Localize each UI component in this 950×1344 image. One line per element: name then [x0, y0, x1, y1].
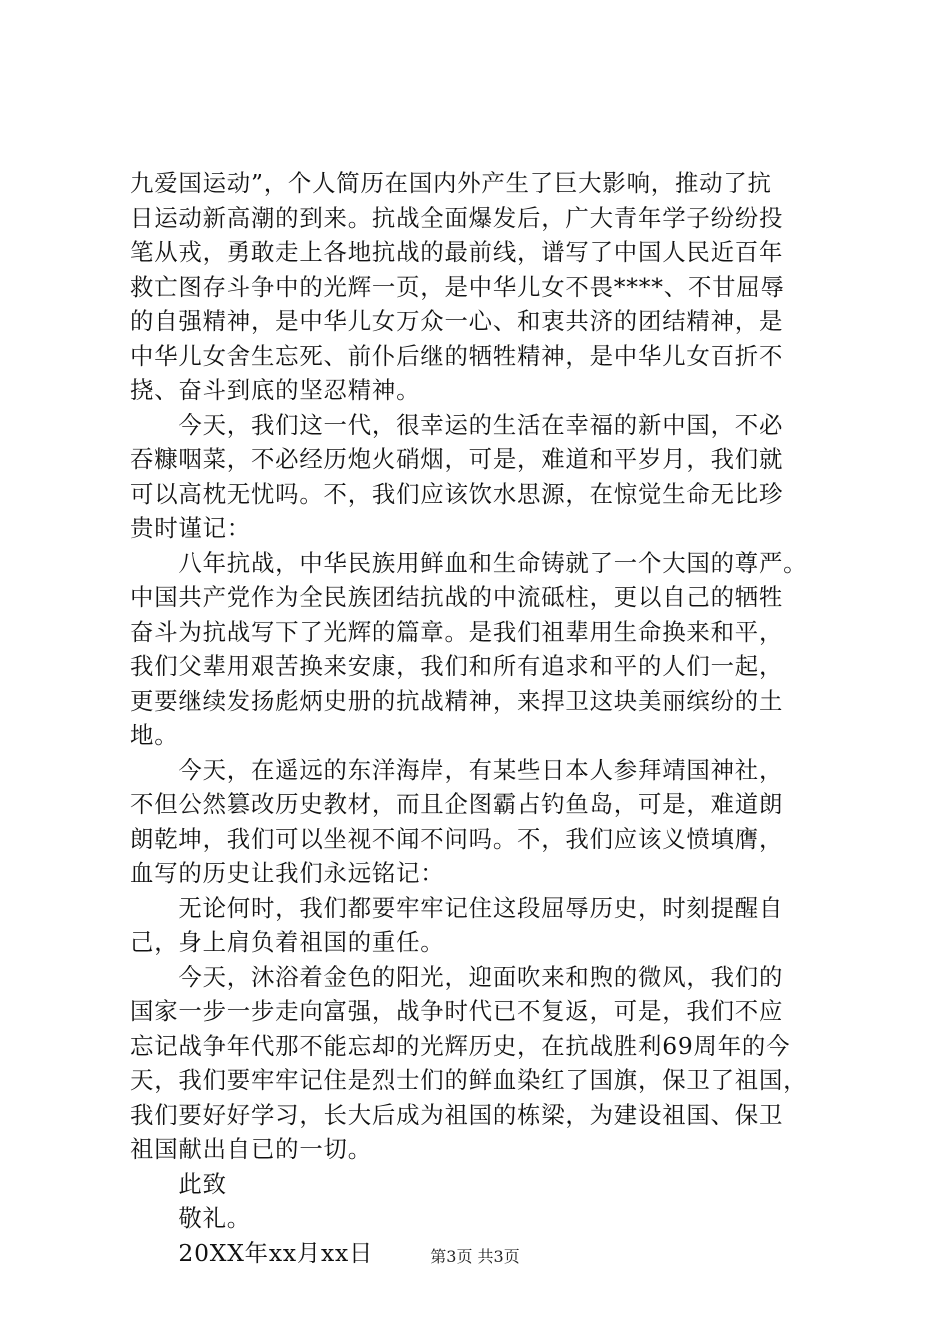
text-line: 救亡图存斗争中的光辉一页，是中华儿女不畏****、不甘屈辱 — [130, 272, 785, 301]
text-line: 中国共产党作为全民族团结抗战的中流砥柱，更以自己的牺牲 — [130, 583, 784, 611]
text-line: 的自强精神，是中华儿女万众一心、和衷共济的团结精神，是 — [130, 307, 784, 335]
closing-salutation: 此致 — [130, 1169, 227, 1198]
text-line: 今天，我们这一代，很幸运的生活在幸福的新中国，不必 — [130, 410, 784, 439]
text-line: 贵时谨记： — [130, 514, 251, 542]
text-line: 祖国献出自已的一切。 — [130, 1135, 372, 1163]
text-line: 天，我们要牢牢记住是烈士们的鲜血染红了国旗，保卫了祖国， — [130, 1066, 808, 1094]
text-line: 中华儿女舍生忘死、前仆后继的牺牲精神，是中华儿女百折不 — [130, 341, 784, 370]
text-line: 血写的历史让我们永远铭记： — [130, 859, 445, 887]
text-line: 国家一步一步走向富强，战争时代已不复返，可是，我们不应 — [130, 997, 784, 1025]
date-line: 20XX年xx月xx日 — [130, 1238, 374, 1267]
text-line: 吞糠咽菜，不必经历炮火硝烟，可是，难道和平岁月，我们就 — [130, 445, 784, 473]
text-line: 地。 — [130, 721, 179, 749]
text-line: 挠、奋斗到底的坚忍精神。 — [130, 376, 421, 404]
closing-regards: 敬礼。 — [130, 1204, 251, 1232]
text-line: 今天，在遥远的东洋海岸，有某些日本人参拜靖国神社， — [130, 755, 784, 784]
text-line: 更要继续发扬彪炳史册的抗战精神，来捍卫这块美丽缤纷的土 — [130, 686, 784, 715]
text-line: 我们要好好学习，长大后成为祖国的栋梁，为建设祖国、保卫 — [130, 1100, 784, 1129]
text-line: 今天，沐浴着金色的阳光，迎面吹来和煦的微风，我们的 — [130, 962, 784, 991]
text-line: 朗乾坤，我们可以坐视不闻不问吗。不，我们应该义愤填膺， — [130, 824, 784, 853]
text-line: 八年抗战，中华民族用鲜血和生命铸就了一个大国的尊严。 — [130, 548, 808, 577]
text-line: 忘记战争年代那不能忘却的光辉历史，在抗战胜利69周年的今 — [130, 1031, 791, 1060]
text-line: 不但公然篡改历史教材，而且企图霸占钓鱼岛，可是，难道朗 — [130, 790, 784, 818]
text-line: 九爱国运动”，个人简历在国内外产生了巨大影响，推动了抗 — [130, 169, 772, 197]
text-line: 奋斗为抗战写下了光辉的篇章。是我们祖辈用生命换来和平， — [130, 617, 784, 646]
text-line: 笔从戎，勇敢走上各地抗战的最前线，谱写了中国人民近百年 — [130, 238, 784, 266]
text-line: 日运动新高潮的到来。抗战全面爆发后，广大青年学子纷纷投 — [130, 203, 784, 232]
text-line: 无论何时，我们都要牢牢记住这段屈辱历史，时刻提醒自 — [130, 893, 784, 922]
text-line: 我们父辈用艰苦换来安康，我们和所有追求和平的人们一起， — [130, 652, 784, 680]
page-number-footer: 第3页 共3页 — [430, 1247, 520, 1266]
text-line: 己，身上肩负着祖国的重任。 — [130, 928, 445, 956]
document-body — [130, 166, 830, 1270]
text-line: 可以高枕无忧吗。不，我们应该饮水思源，在惊觉生命无比珍 — [130, 479, 784, 508]
